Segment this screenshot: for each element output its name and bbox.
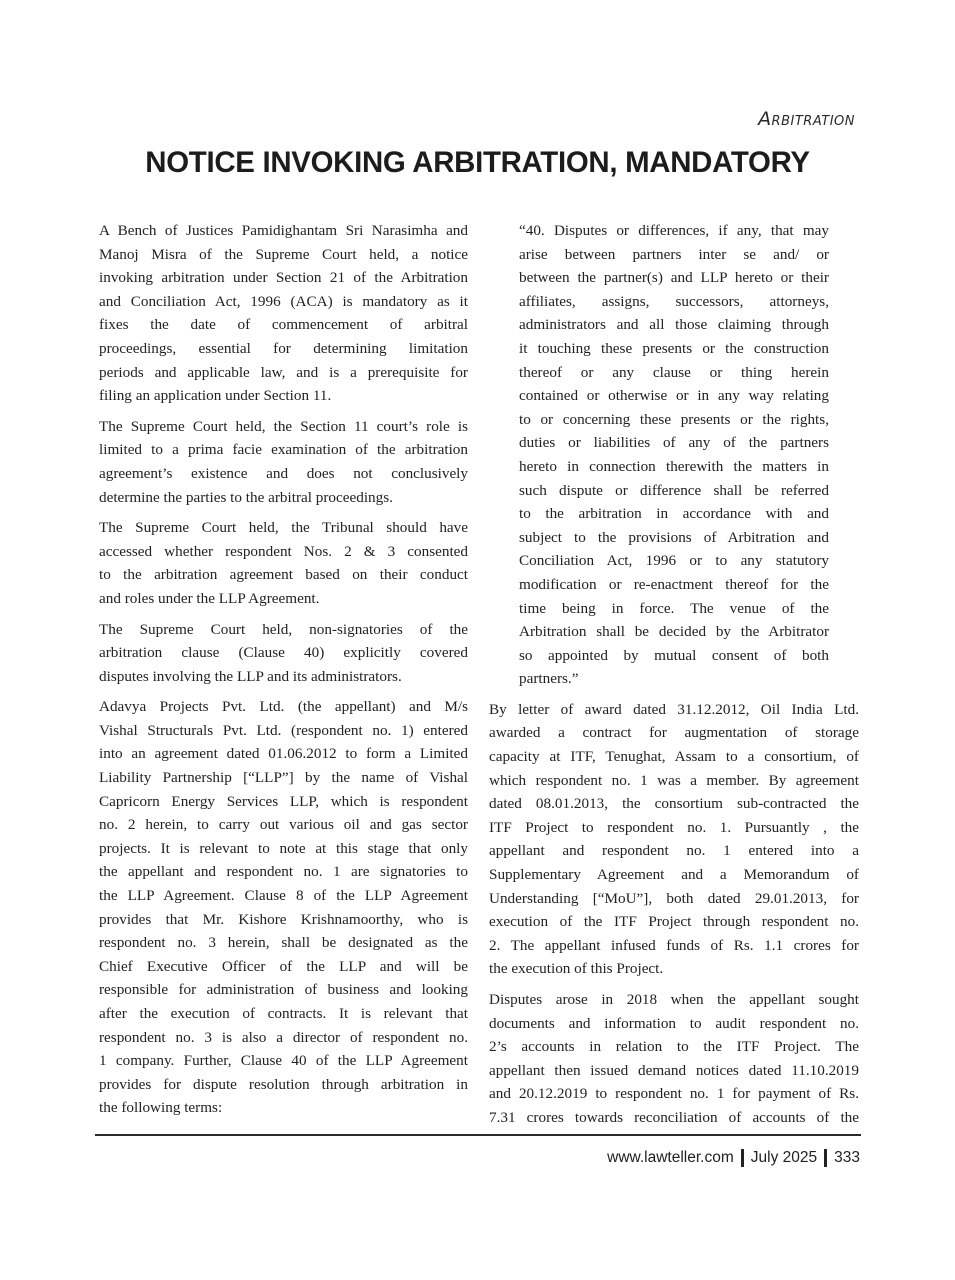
- text-line: capacity at ITF, Tenughat, Assam to a consortium, of: [489, 748, 859, 766]
- text-line: the appellant and respondent no. 1 are signatories to: [99, 863, 468, 881]
- text-line: disputes involving the LLP and its administrators.: [99, 667, 402, 685]
- text-line: provides for dispute resolution through arbitration in: [99, 1075, 468, 1093]
- text-line: filing an application under Section 11.: [99, 387, 332, 405]
- text-line: hereto in connection therewith the matters in: [519, 457, 829, 475]
- text-line: execution of the ITF Project through respondent no.: [489, 913, 859, 931]
- text-line: The Supreme Court held, non-signatories of the: [99, 620, 468, 638]
- text-line: agreement’s existence and does not conclusively: [99, 464, 468, 482]
- text-line: the following terms:: [99, 1099, 223, 1117]
- text-line: thereof or any clause or thing herein: [519, 363, 829, 381]
- text-line: awarded a contract for augmentation of storage: [489, 724, 859, 742]
- text-line: modification or re-enactment thereof for the: [519, 575, 829, 593]
- text-line: projects. It is relevant to note at this stage that only: [99, 839, 468, 857]
- text-line: administrators and all those claiming through: [519, 316, 829, 334]
- text-line: “40. Disputes or differences, if any, that may: [519, 222, 829, 239]
- text-line: the LLP Agreement. Clause 8 of the LLP Agreement: [99, 887, 468, 905]
- text-line: A Bench of Justices Pamidighantam Sri Narasimha and: [99, 222, 468, 239]
- text-line: to the arbitration agreement based on their conduct: [99, 566, 468, 584]
- text-line: and roles under the LLP Agreement.: [99, 589, 320, 607]
- text-line: periods and applicable law, and is a prerequisite for: [99, 363, 468, 381]
- text-line: after the execution of contracts. It is relevant that: [99, 1005, 468, 1022]
- text-line: dated 08.01.2013, the consortium sub-contracted the: [489, 795, 859, 813]
- text-line: Chief Executive Officer of the LLP and will be: [99, 957, 468, 975]
- text-line: and Conciliation Act, 1996 (ACA) is mandatory as it: [99, 292, 468, 310]
- text-line: time being in force. The venue of the: [519, 599, 829, 617]
- text-line: and 20.12.2019 to respondent no. 1 for payment of Rs.: [489, 1085, 859, 1103]
- text-line: determine the parties to the arbitral proceedings.: [99, 488, 393, 506]
- text-line: appellant and respondent no. 1 entered into a: [489, 842, 859, 860]
- text-line: 2. The appellant infused funds of Rs. 1.1 crores for: [489, 936, 859, 954]
- right-column: [489, 219, 859, 1137]
- text-line: between the partner(s) and LLP hereto or their: [519, 269, 829, 287]
- footer-separator: [741, 1149, 744, 1167]
- paragraph: [489, 698, 859, 981]
- text-line: Manoj Misra of the Supreme Court held, a notice: [99, 245, 468, 263]
- text-line: appellant then issued demand notices dated 11.10.2019: [489, 1061, 859, 1079]
- text-line: into an agreement dated 01.06.2012 to form a Limited: [99, 745, 468, 763]
- text-line: so appointed by mutual consent of both: [519, 646, 829, 664]
- text-line: 7.31 crores towards reconciliation of accounts of the: [489, 1108, 859, 1126]
- text-line: contained or otherwise or in any way relating: [519, 387, 829, 405]
- text-line: to the arbitration in accordance with and: [519, 505, 829, 523]
- footer-divider: [95, 1134, 861, 1136]
- text-line: 1 company. Further, Clause 40 of the LLP Agreement: [99, 1052, 468, 1070]
- text-line: Vishal Structurals Pvt. Ltd. (respondent no. 1) entered: [99, 721, 468, 739]
- text-line: The Supreme Court held, the Tribunal should have: [99, 519, 468, 537]
- text-line: ITF Project to respondent no. 1. Pursuantly , the: [489, 818, 859, 836]
- text-line: The Supreme Court held, the Section 11 court’s role is: [99, 417, 468, 435]
- text-line: arise between partners inter se and/ or: [519, 245, 829, 263]
- text-line: Conciliation Act, 1996 or to any statutory: [519, 552, 829, 570]
- text-line: Adavya Projects Pvt. Ltd. (the appellant) and M/s: [99, 698, 468, 716]
- text-line: Supplementary Agreement and a Memorandum of: [489, 866, 859, 884]
- text-line: which respondent no. 1 was a member. By agreement: [489, 771, 859, 789]
- text-line: respondent no. 3 herein, shall be designated as the: [99, 934, 468, 952]
- text-line: no. 2 herein, to carry out various oil and gas sector: [99, 816, 468, 834]
- text-line: responsible for administration of business and looking: [99, 981, 468, 999]
- text-line: the execution of this Project.: [489, 960, 664, 978]
- text-line: limited to a prima facie examination of the arbitration: [99, 441, 468, 459]
- text-line: invoking arbitration under Section 21 of the Arbitration: [99, 269, 468, 287]
- paragraph: [489, 988, 859, 1130]
- text-line: partners.”: [519, 670, 579, 688]
- text-line: documents and information to audit respondent no.: [489, 1014, 859, 1032]
- text-line: respondent no. 3 is also a director of respondent no.: [99, 1028, 468, 1046]
- section-label: Arbitration: [758, 108, 855, 130]
- text-line: duties or liabilities of any of the partners: [519, 434, 829, 452]
- footer-issue: July 2025: [750, 1149, 818, 1166]
- footer-separator: [824, 1149, 827, 1167]
- text-line: arbitration clause (Clause 40) explicitly covered: [99, 644, 468, 662]
- page-number: 333: [834, 1149, 860, 1166]
- text-line: such dispute or difference shall be referred: [519, 481, 829, 499]
- text-line: proceedings, essential for determining limitation: [99, 339, 468, 357]
- text-line: 2’s accounts in relation to the ITF Project. The: [489, 1038, 859, 1056]
- paragraph: [99, 415, 468, 509]
- text-line: Disputes arose in 2018 when the appellant sought: [489, 991, 859, 1008]
- text-line: fixes the date of commencement of arbitral: [99, 316, 468, 334]
- text-line: Capricorn Energy Services LLP, which is respondent: [99, 792, 468, 810]
- footer-website: www.lawteller.com: [607, 1149, 734, 1166]
- text-line: provides that Mr. Kishore Krishnamoorthy, who is: [99, 910, 468, 928]
- text-line: accessed whether respondent Nos. 2 & 3 consented: [99, 542, 468, 560]
- text-line: By letter of award dated 31.12.2012, Oil India Ltd.: [489, 700, 859, 718]
- text-line: affiliates, assigns, successors, attorneys,: [519, 292, 829, 310]
- paragraph: [99, 695, 468, 1120]
- text-line: Liability Partnership [“LLP”] by the name of Vishal: [99, 769, 468, 787]
- page-title: NOTICE INVOKING ARBITRATION, MANDATORY: [145, 146, 810, 179]
- text-line: it touching these presents or the construction: [519, 339, 829, 357]
- text-line: Arbitration shall be decided by the Arbitrator: [519, 623, 829, 641]
- footer: [607, 1149, 860, 1167]
- paragraph: [99, 219, 468, 408]
- paragraph: [99, 516, 468, 610]
- text-line: to or concerning these presents or the rights,: [519, 410, 829, 428]
- text-line: subject to the provisions of Arbitration and: [519, 528, 829, 546]
- block-quote: [489, 219, 829, 691]
- paragraph: [99, 618, 468, 689]
- left-column: [99, 219, 468, 1127]
- text-line: Understanding [“MoU”], both dated 29.01.2013, for: [489, 889, 859, 907]
